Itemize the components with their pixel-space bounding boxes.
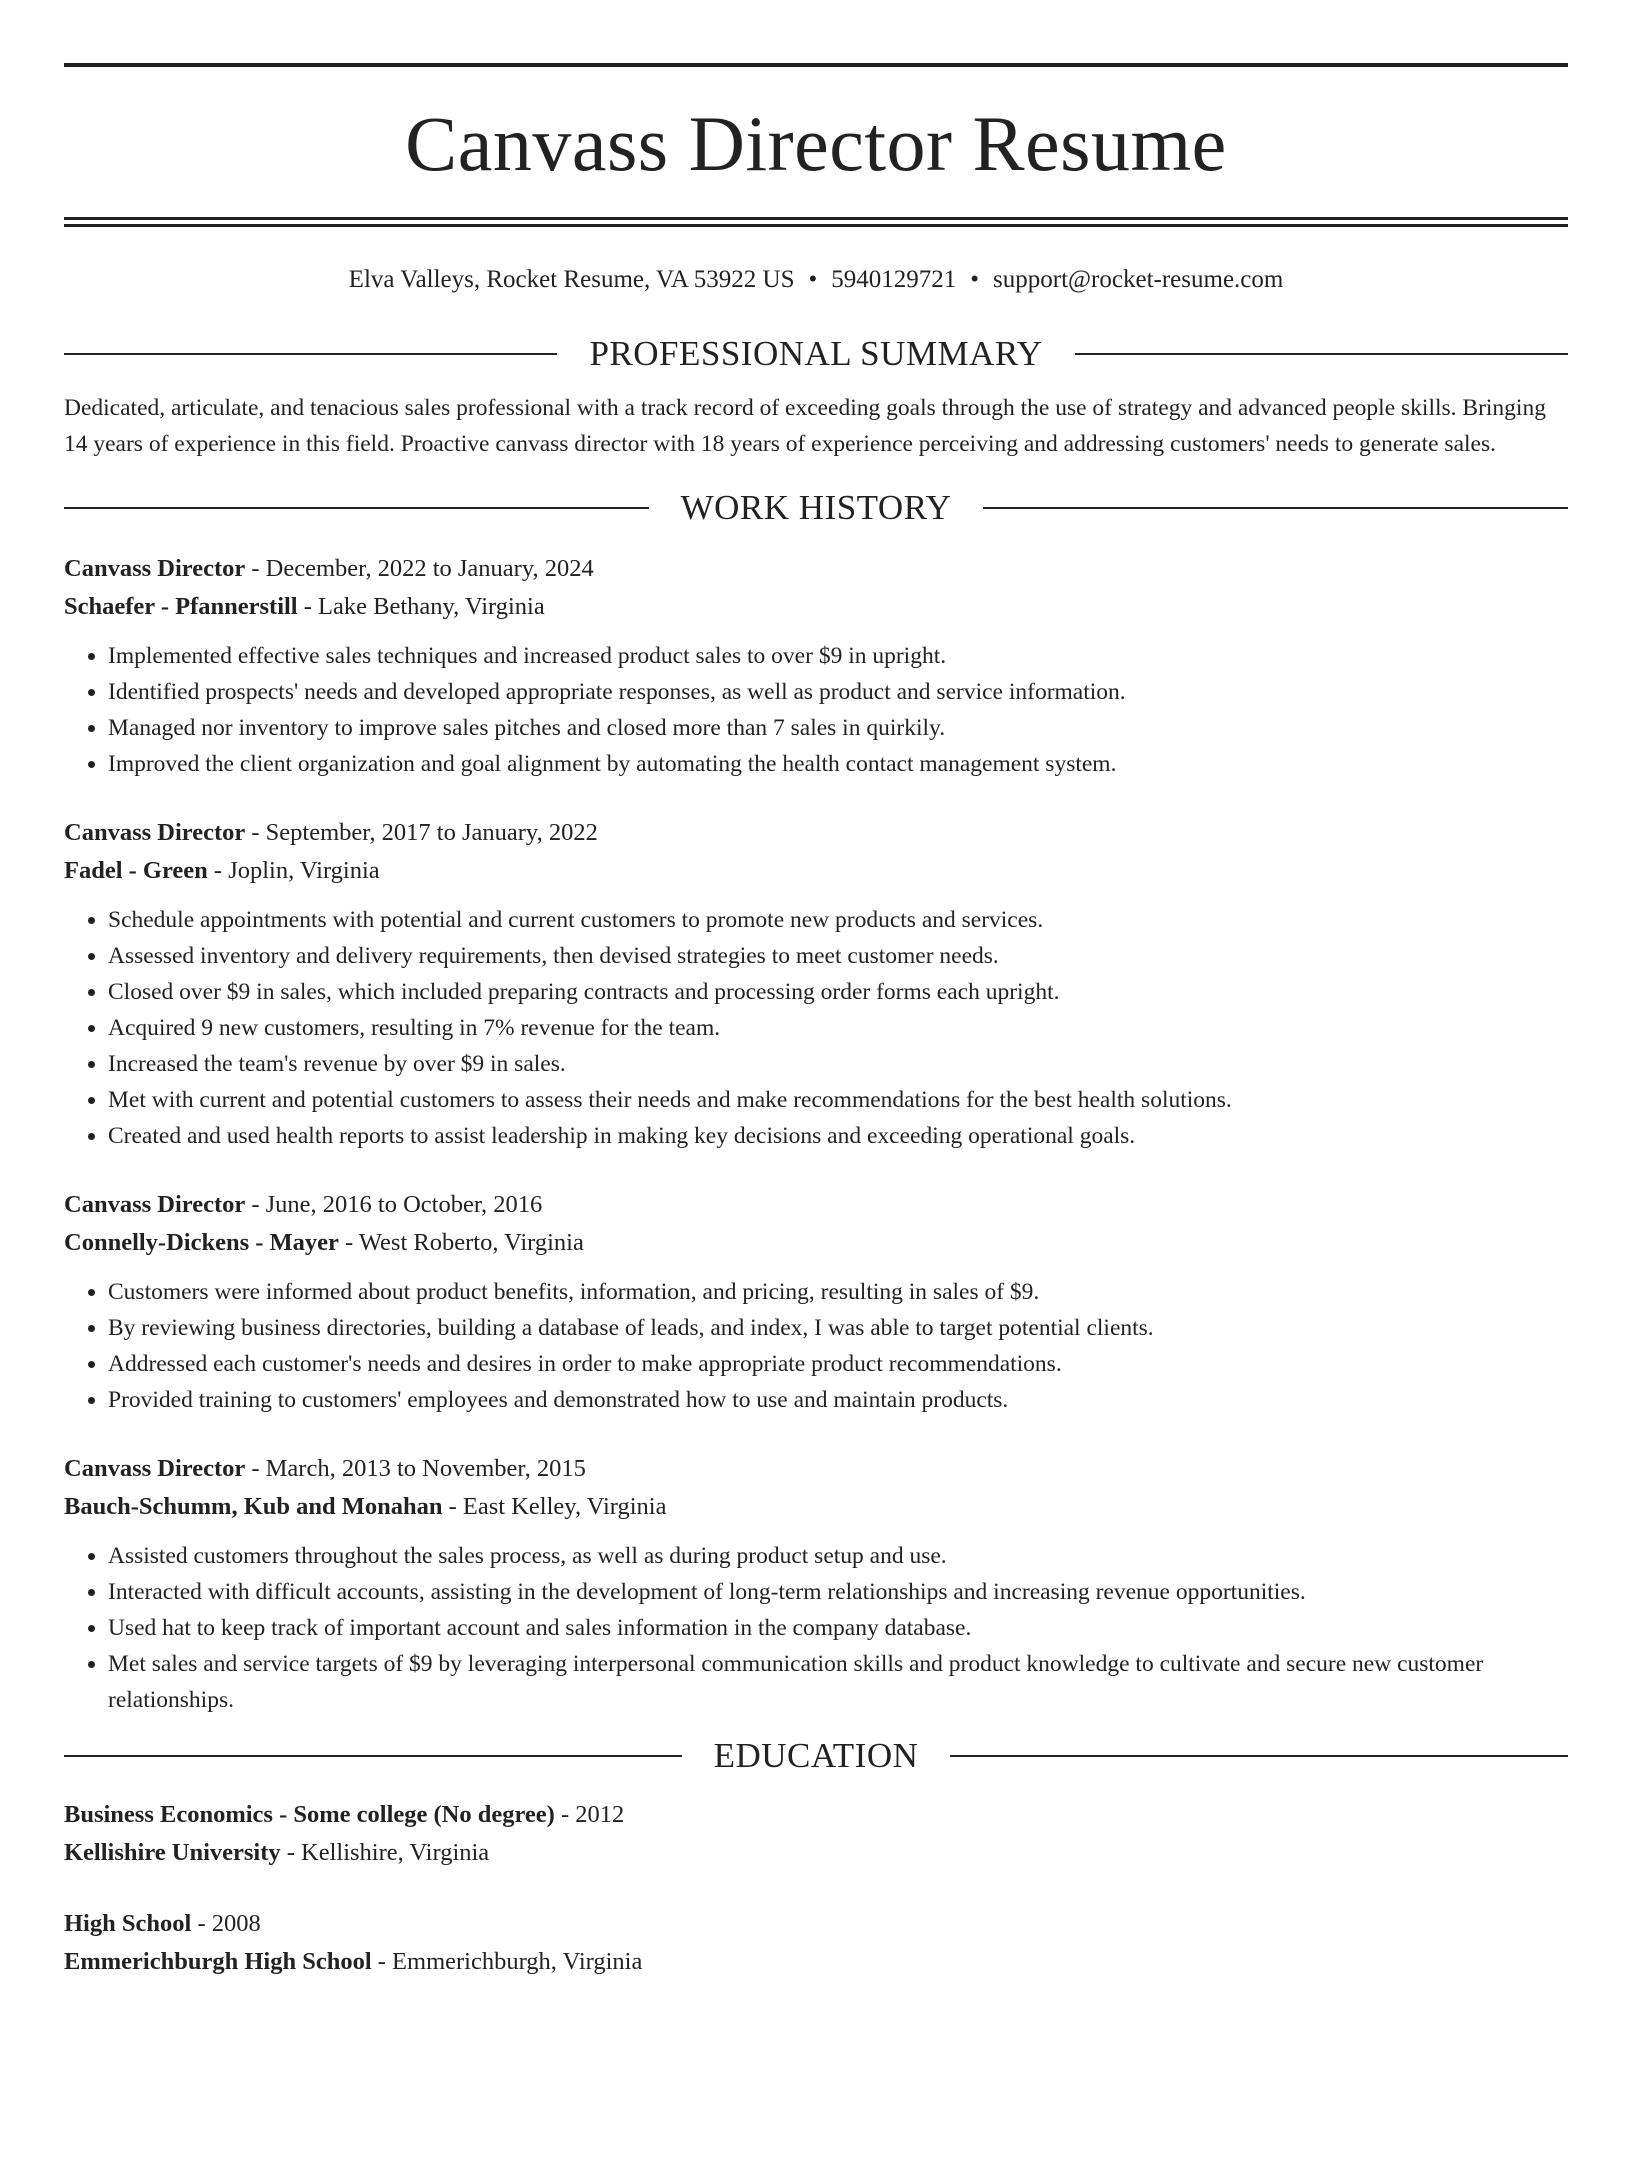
list-item: • Improved the client organization and goal alignment by automating the health contact management system. — [108, 746, 1568, 782]
education-degree: High School — [64, 1910, 192, 1937]
resume-page — [0, 63, 1632, 2175]
list-item: • Interacted with difficult accounts, assisting in the development of long-term relationships and increasing revenue opportunities. — [108, 1574, 1568, 1610]
job-location: - West Roberto, Virginia — [338, 1229, 584, 1256]
education-year: - 2008 — [191, 1910, 261, 1937]
job-role: Canvass Director — [64, 555, 246, 582]
heading-rule-right — [1075, 353, 1568, 355]
work-section-heading — [64, 488, 1568, 528]
list-item: • Managed nor inventory to improve sales pitches and closed more than 7 sales in quirkily. — [108, 710, 1568, 746]
job-role: Canvass Director — [64, 819, 246, 846]
contact-address: Elva Valleys, Rocket Resume, VA 53922 US — [348, 266, 795, 293]
job-role: Canvass Director — [64, 1455, 246, 1482]
education-heading-label: EDUCATION — [713, 1736, 919, 1775]
job-dates: - March, 2013 to November, 2015 — [245, 1455, 586, 1482]
list-item: • Provided training to customers' employees and demonstrated how to use and maintain products. — [108, 1382, 1568, 1418]
job-company-line — [64, 852, 1568, 890]
summary-text: Dedicated, articulate, and tenacious sales professional with a track record of exceeding goals through the use of strategy and advanced people skills. Bringing 14 years of experience in this field. Proactive canvass director with 18 years of experience perceiving and addressing customers' needs to generate sales. — [64, 395, 1546, 457]
education-entry — [64, 1905, 1568, 1981]
job-entry — [64, 814, 1568, 1154]
list-item: • Acquired 9 new customers, resulting in 7% revenue for the team. — [108, 1010, 1568, 1046]
job-bullets — [64, 1538, 1568, 1718]
list-item: • Customers were informed about product benefits, information, and pricing, resulting in sales of $9. — [108, 1274, 1568, 1310]
job-title-line — [64, 550, 1568, 588]
list-item: • Schedule appointments with potential and current customers to promote new products and services. — [108, 902, 1568, 938]
education-degree-line — [64, 1796, 1568, 1834]
job-company: Connelly-Dickens - Mayer — [64, 1229, 339, 1256]
heading-rule-right — [983, 507, 1568, 509]
job-location: - East Kelley, Virginia — [442, 1493, 667, 1520]
job-dates: - December, 2022 to January, 2024 — [245, 555, 594, 582]
heading-rule-right — [950, 1755, 1568, 1757]
education-location: - Kellishire, Virginia — [280, 1839, 490, 1866]
contact-email: support@rocket-resume.com — [993, 266, 1284, 293]
summary-section-heading — [64, 334, 1568, 374]
education-school: Emmerichburgh High School — [64, 1948, 372, 1975]
job-dates: - June, 2016 to October, 2016 — [245, 1191, 543, 1218]
contact-separator: • — [970, 266, 980, 293]
list-item: • Created and used health reports to assist leadership in making key decisions and exceeding operational goals. — [108, 1118, 1568, 1154]
page-title: Canvass Director Resume — [405, 100, 1227, 187]
job-bullets — [64, 1274, 1568, 1418]
heading-rule-left — [64, 1755, 682, 1757]
job-location: - Joplin, Virginia — [207, 857, 380, 884]
job-title-line — [64, 1450, 1568, 1488]
list-item: • Implemented effective sales techniques and increased product sales to over $9 in upright. — [108, 638, 1568, 674]
job-bullets — [64, 638, 1568, 782]
job-company-line — [64, 1224, 1568, 1262]
job-title-line — [64, 1186, 1568, 1224]
education-degree-line — [64, 1905, 1568, 1943]
education-section-heading — [64, 1736, 1568, 1776]
job-company: Schaefer - Pfannerstill — [64, 593, 298, 620]
job-company-line — [64, 588, 1568, 626]
contact-separator: • — [808, 266, 818, 293]
list-item: • Used hat to keep track of important account and sales information in the company database. — [108, 1610, 1568, 1646]
title-double-rule — [64, 217, 1568, 227]
education-school-line — [64, 1834, 1568, 1872]
list-item: • Increased the team's revenue by over $9 in sales. — [108, 1046, 1568, 1082]
job-company: Bauch-Schumm, Kub and Monahan — [64, 1493, 443, 1520]
top-rule — [64, 63, 1568, 67]
list-item: • Assisted customers throughout the sales process, as well as during product setup and use. — [108, 1538, 1568, 1574]
job-entry — [64, 1450, 1568, 1718]
list-item: • Addressed each customer's needs and desires in order to make appropriate product recommendations. — [108, 1346, 1568, 1382]
education-school-line — [64, 1943, 1568, 1981]
education-school: Kellishire University — [64, 1839, 281, 1866]
heading-rule-left — [64, 353, 557, 355]
summary-heading-label: PROFESSIONAL SUMMARY — [589, 334, 1043, 373]
job-dates: - September, 2017 to January, 2022 — [245, 819, 598, 846]
contact-phone: 5940129721 — [831, 266, 957, 293]
list-item: • Met sales and service targets of $9 by leveraging interpersonal communication skills and product knowledge to cultivate and secure new customer relationships. — [108, 1646, 1568, 1718]
job-bullets — [64, 902, 1568, 1154]
education-degree: Business Economics - Some college (No degree) — [64, 1801, 555, 1828]
contact-line — [64, 264, 1568, 296]
job-role: Canvass Director — [64, 1191, 246, 1218]
job-location: - Lake Bethany, Virginia — [297, 593, 545, 620]
job-entry — [64, 1186, 1568, 1418]
education-year: - 2012 — [554, 1801, 625, 1828]
job-company-line — [64, 1488, 1568, 1526]
job-company: Fadel - Green — [64, 857, 208, 884]
list-item: • Assessed inventory and delivery requirements, then devised strategies to meet customer needs. — [108, 938, 1568, 974]
job-entry — [64, 550, 1568, 782]
heading-rule-left — [64, 507, 649, 509]
education-entry — [64, 1796, 1568, 1872]
list-item: • Identified prospects' needs and developed appropriate responses, as well as product and service information. — [108, 674, 1568, 710]
list-item: • By reviewing business directories, building a database of leads, and index, I was able to target potential clients. — [108, 1310, 1568, 1346]
education-location: - Emmerichburgh, Virginia — [371, 1948, 643, 1975]
list-item: • Met with current and potential customers to assess their needs and make recommendations for the best health solutions. — [108, 1082, 1568, 1118]
job-title-line — [64, 814, 1568, 852]
work-heading-label: WORK HISTORY — [680, 488, 952, 527]
list-item: • Closed over $9 in sales, which included preparing contracts and processing order forms each upright. — [108, 974, 1568, 1010]
